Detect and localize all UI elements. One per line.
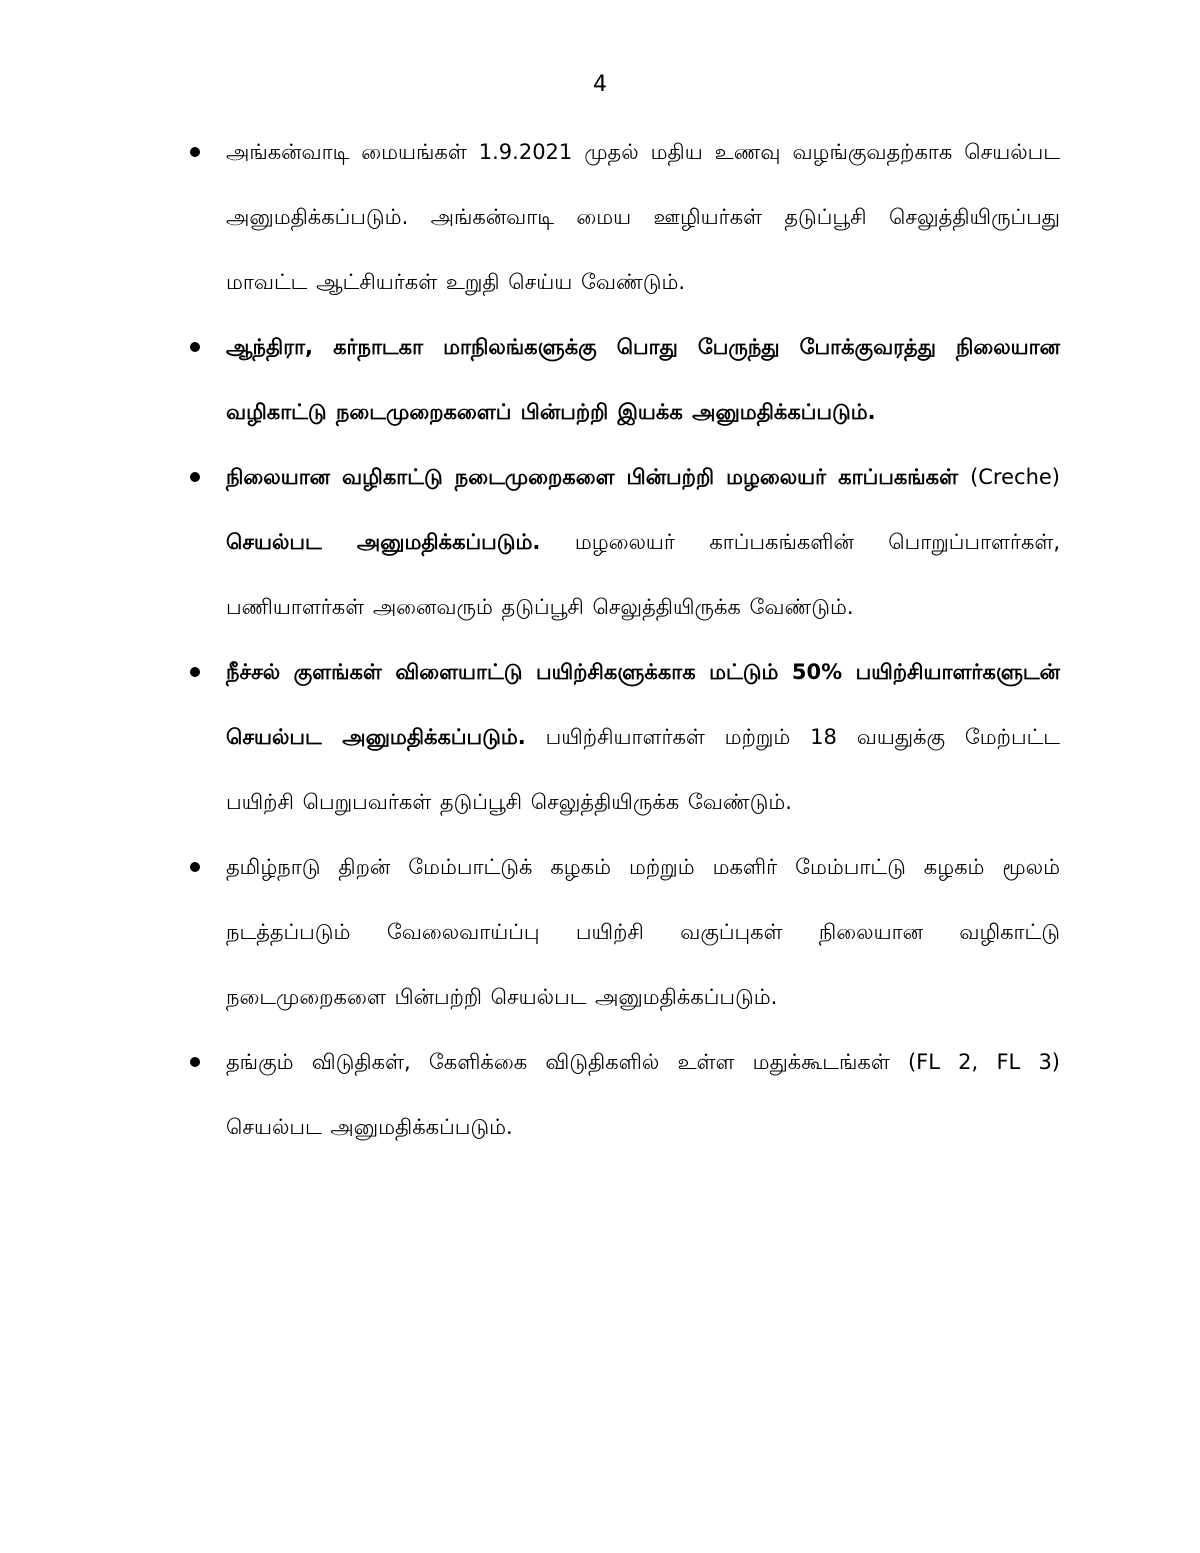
item-text: தமிழ்நாடு திறன் மேம்பாட்டுக் கழகம் மற்றும் மகளிர் மேம்பாட்டு கழகம் மூலம் நடத்தப்படும் வேலைவாய்ப்பு பயிற்சி வகுப்புகள் நிலையான வழிகாட்டு நடைமுறைகளை பின்பற்றி செயல்பட அனுமதிக்கப்படும். — [226, 855, 1060, 1009]
item-text: பயிற்சியாளர்கள் மற்றும் 18 வயதுக்கு மேற்பட்ட பயிற்சி பெறுபவர்கள் தடுப்பூசி செலுத்தியிருக்க வேண்டும். — [226, 725, 1061, 814]
item-text: (Creche) — [970, 465, 1060, 489]
item-text-bold: ஆந்திரா, கர்நாடகா மாநிலங்களுக்கு பொது பேருந்து போக்குவரத்து நிலையான வழிகாட்டு நடைமுறைகளைப் பின்பற்றி இயக்க அனுமதிக்கப்படும். — [226, 335, 1060, 424]
item-text: அங்கன்வாடி மையங்கள் 1.9.2021 முதல் மதிய உணவு வழங்குவதற்காக செயல்பட அனுமதிக்கப்படும். அங்கன்வாடி மைய ஊழியர்கள் தடுப்பூசி செலுத்தியிருப்பது மாவட்ட ஆட்சியர்கள் உறுதி செய்ய வேண்டும். — [226, 140, 1060, 294]
list-item — [190, 1030, 1060, 1160]
item-text-bold: நிலையான வழிகாட்டு நடைமுறைகளை பின்பற்றி மழலையர் காப்பகங்கள் — [226, 465, 971, 489]
list-item — [190, 835, 1060, 1030]
list-item — [190, 120, 1060, 315]
item-text-bold: நீச்சல் குளங்கள் விளையாட்டு பயிற்சிகளுக்காக மட்டும் 50% பயிற்சியாளர்களுடன் செயல்பட அனுமதிக்கப்படும். — [226, 660, 1060, 749]
item-text-bold: செயல்பட அனுமதிக்கப்படும். — [226, 530, 541, 554]
list-item — [190, 445, 1060, 640]
item-text: மழலையர் காப்பகங்களின் பொறுப்பாளர்கள், பணியாளர்கள் அனைவரும் தடுப்பூசி செலுத்தியிருக்க வேண்டும். — [226, 530, 1061, 619]
list-item — [190, 640, 1060, 835]
bullet-list — [190, 120, 1060, 1160]
page-number: 4 — [593, 72, 607, 97]
item-text: தங்கும் விடுதிகள், கேளிக்கை விடுதிகளில் உள்ள மதுக்கூடங்கள் (FL 2, FL 3) செயல்பட அனுமதிக்கப்படும். — [226, 1050, 1060, 1139]
list-item — [190, 315, 1060, 445]
